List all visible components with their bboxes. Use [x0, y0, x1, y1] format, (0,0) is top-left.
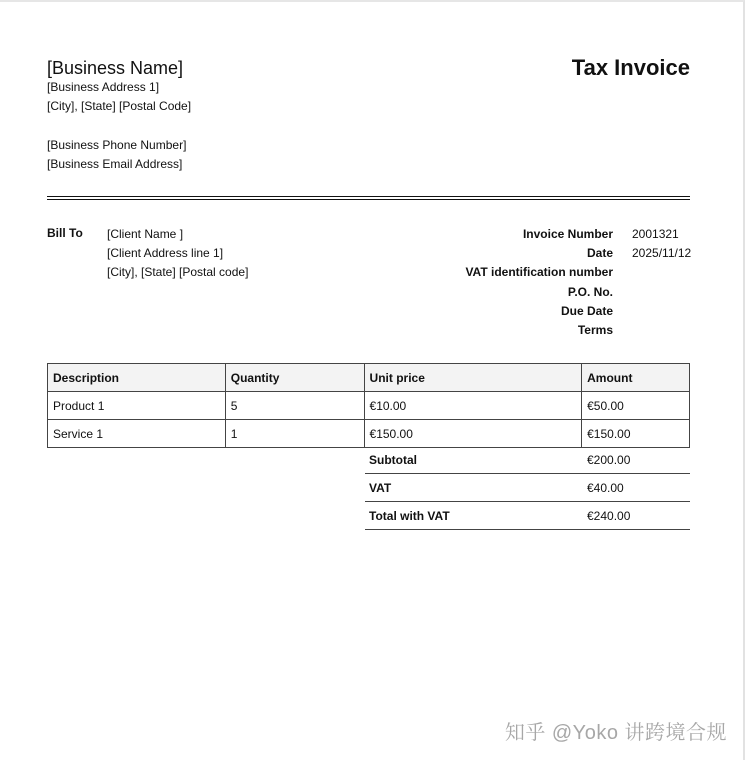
- date-value: 2025/11/12: [632, 246, 692, 260]
- table-row: [48, 392, 690, 420]
- total-with-vat-label: Total with VAT: [369, 509, 450, 523]
- date-label: Date: [586, 246, 613, 260]
- subtotal-row: [365, 446, 690, 474]
- vat-id-label: VAT identification number: [465, 265, 613, 279]
- table-header-row: [48, 364, 690, 392]
- cell-amount: €150.00: [582, 420, 690, 448]
- column-header-quantity: Quantity: [225, 364, 364, 392]
- total-with-vat-value: €240.00: [587, 509, 631, 523]
- column-header-amount: Amount: [582, 364, 690, 392]
- business-email: [Business Email Address]: [47, 157, 183, 171]
- business-city-line: [City], [State] [Postal Code]: [47, 99, 192, 113]
- client-address: [Client Address line 1]: [107, 246, 224, 260]
- subtotal-value: €200.00: [587, 453, 631, 467]
- client-name: [Client Name ]: [107, 227, 184, 241]
- cell-quantity: 5: [225, 392, 364, 420]
- table-row: [48, 420, 690, 448]
- business-phone: [Business Phone Number]: [47, 138, 187, 152]
- vat-row: [365, 474, 690, 502]
- po-number-label: P.O. No.: [567, 285, 613, 299]
- bill-to-label: Bill To: [47, 226, 83, 240]
- invoice-number-label: Invoice Number: [522, 227, 613, 241]
- column-header-unit-price: Unit price: [364, 364, 582, 392]
- client-city-line: [City], [State] [Postal code]: [107, 265, 249, 279]
- cell-description: Service 1: [48, 420, 226, 448]
- business-address-1: [Business Address 1]: [47, 80, 160, 94]
- cell-description: Product 1: [48, 392, 226, 420]
- totals-block: [365, 446, 690, 530]
- header-divider-top: [47, 196, 690, 197]
- subtotal-label: Subtotal: [369, 453, 417, 467]
- due-date-label: Due Date: [560, 304, 613, 318]
- total-with-vat-row: [365, 502, 690, 530]
- document-title: Tax Invoice: [571, 55, 690, 80]
- terms-label: Terms: [577, 323, 613, 337]
- header-divider-bottom: [47, 199, 690, 200]
- line-items-table: [47, 363, 690, 448]
- cell-unit-price: €150.00: [364, 420, 582, 448]
- cell-quantity: 1: [225, 420, 364, 448]
- cell-unit-price: €10.00: [364, 392, 582, 420]
- cell-amount: €50.00: [582, 392, 690, 420]
- vat-label: VAT: [369, 481, 392, 495]
- invoice-number-value: 2001321: [632, 227, 679, 241]
- vat-value: €40.00: [587, 481, 624, 495]
- watermark: 知乎 @Yoko 讲跨境合规: [504, 722, 727, 744]
- column-header-description: Description: [48, 364, 226, 392]
- business-name: [Business Name]: [47, 58, 184, 78]
